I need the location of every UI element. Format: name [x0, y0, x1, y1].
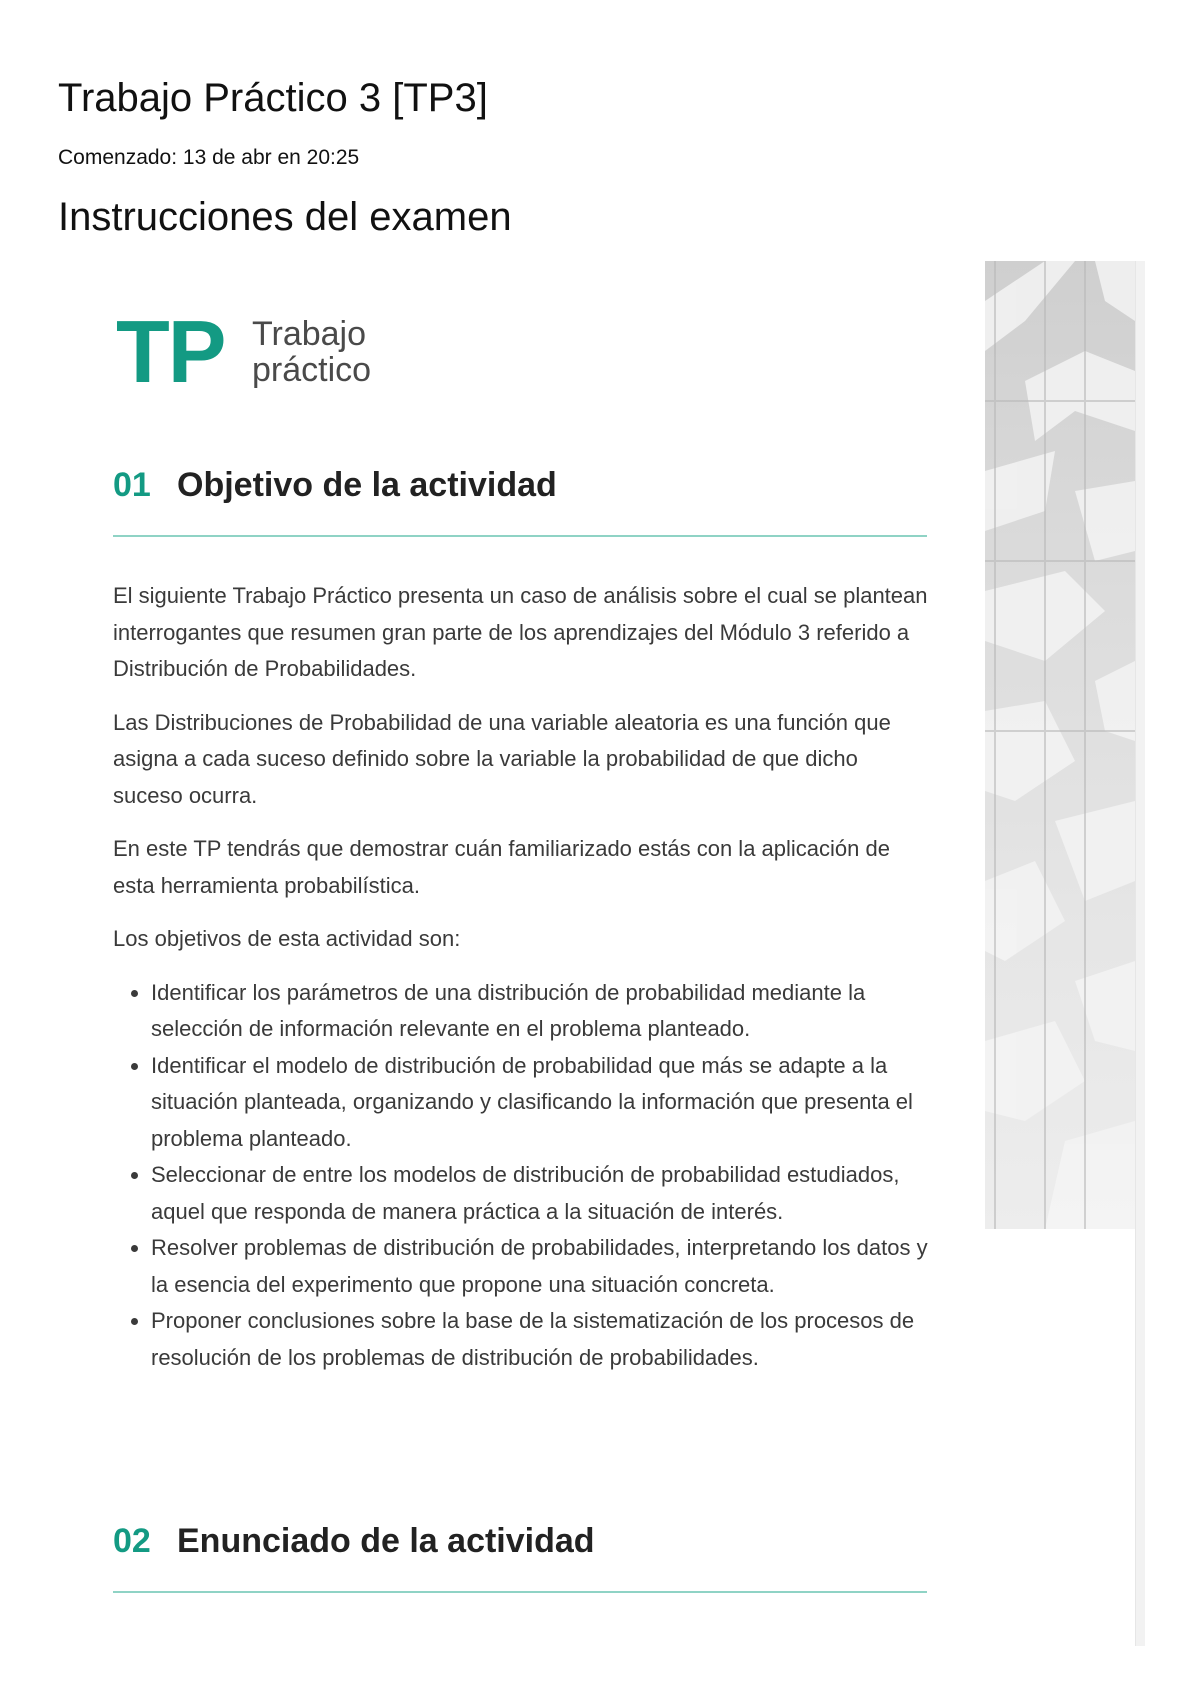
started-timestamp: Comenzado: 13 de abr en 20:25 [58, 146, 360, 169]
section-number: 02 [113, 1522, 151, 1560]
list-item: • Seleccionar de entre los modelos de distribución de probabilidad estudiados, aquel que responda de manera práctica a la situación de interés. [151, 1157, 933, 1230]
logo-line-1: Trabajo [252, 315, 367, 353]
logo-caption [252, 316, 371, 388]
section-title: Enunciado de la actividad [177, 1522, 595, 1560]
section-number: 01 [113, 466, 151, 504]
section-divider [113, 535, 927, 537]
paragraph: Los objetivos de esta actividad son: [113, 926, 461, 951]
section-heading-enunciado [113, 1521, 927, 1561]
objective-content [113, 578, 933, 1376]
list-item: • Identificar el modelo de distribución de probabilidad que más se adapte a la situación planteada, organizando y clasificando la información que presenta el problema planteado. [151, 1048, 933, 1158]
logo-abbreviation: TP [116, 302, 225, 401]
tp-logo [116, 302, 386, 401]
paragraph: En este TP tendrás que demostrar cuán familiarizado estás con la aplicación de esta herramienta probabilística. [113, 836, 890, 898]
architecture-pattern-graphic [985, 261, 1135, 1229]
instructions-title: Instrucciones del examen [58, 195, 512, 239]
logo-line-2: práctico [252, 351, 372, 389]
scrollbar-track[interactable] [1135, 261, 1145, 1646]
paragraph: Las Distribuciones de Probabilidad de una variable aleatoria es una función que asigna a cada suceso definido sobre la variable la probabilidad de que dicho suceso ocurra. [113, 709, 891, 808]
list-item: • Identificar los parámetros de una distribución de probabilidad mediante la selección de información relevante en el problema planteado. [151, 975, 933, 1048]
list-item: • Resolver problemas de distribución de probabilidades, interpretando los datos y la esencia del experimento que propone una situación concreta. [151, 1230, 933, 1303]
objectives-list [113, 975, 933, 1377]
paragraph: El siguiente Trabajo Práctico presenta un caso de análisis sobre el cual se plantean interrogantes que resumen gran parte de los aprendizajes del Módulo 3 referido a Distribución de Probabilidades. [113, 583, 928, 681]
section-heading-objetivo [113, 465, 927, 505]
list-item: • Proponer conclusiones sobre la base de la sistematización de los procesos de resolución de los problemas de distribución de probabilidades. [151, 1303, 933, 1376]
section-divider [113, 1591, 927, 1593]
section-title: Objetivo de la actividad [177, 466, 557, 504]
decorative-architecture-image [985, 261, 1135, 1229]
page-title: Trabajo Práctico 3 [TP3] [58, 76, 488, 120]
